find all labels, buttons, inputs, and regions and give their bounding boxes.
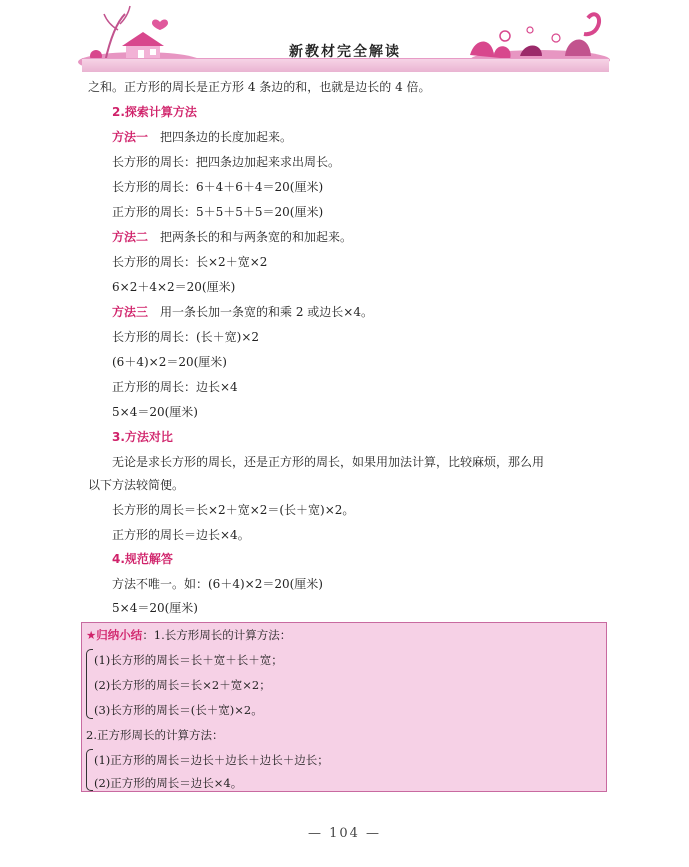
text-line: 5×4＝20(厘米) xyxy=(112,405,198,419)
left-brace xyxy=(86,749,93,791)
left-brace xyxy=(86,649,93,719)
section-heading: 3.方法对比 xyxy=(112,430,173,444)
text-line: (6＋4)×2＝20(厘米) xyxy=(112,355,227,369)
text-line: 正方形的周长＝边长×4。 xyxy=(112,528,250,542)
text-line: 长方形的周长＝长×2＋宽×2＝(长＋宽)×2。 xyxy=(112,503,355,517)
text-line: 长方形的周长：把四条边加起来求出周长。 xyxy=(112,155,341,169)
method-text: 把两条长的和与两条宽的和加起来。 xyxy=(160,230,353,244)
method-label: 方法三 xyxy=(112,305,149,319)
summary-item: (3)长方形的周长＝(长＋宽)×2。 xyxy=(94,703,263,717)
text-line: 长方形的周长：6＋4＋6＋4＝20(厘米) xyxy=(112,180,324,194)
summary-star-label: ★归纳小结 xyxy=(86,628,143,642)
text-line: 以下方法较简便。 xyxy=(88,478,185,492)
summary-item: (2)长方形的周长＝长×2＋宽×2； xyxy=(94,678,271,692)
text-line: 无论是求长方形的周长，还是正方形的周长，如果用加法计算，比较麻烦，那么用 xyxy=(112,455,545,469)
summary-title-text: ：1.长方形周长的计算方法： xyxy=(142,628,292,642)
summary-item: (1)正方形的周长＝边长＋边长＋边长＋边长； xyxy=(94,753,329,767)
method-label: 方法一 xyxy=(112,130,149,144)
page-header xyxy=(0,0,689,78)
method-line xyxy=(112,229,352,245)
text-line: 正方形的周长：边长×4 xyxy=(112,380,238,394)
summary-title xyxy=(86,627,291,643)
section-heading: 4.规范解答 xyxy=(112,552,173,566)
method-text: 把四条边的长度加起来。 xyxy=(160,130,293,144)
method-line xyxy=(112,129,292,145)
text-line: 6×2＋4×2＝20(厘米) xyxy=(112,280,236,294)
summary-subtitle: 2.正方形周长的计算方法： xyxy=(86,728,224,742)
section-heading: 2.探索计算方法 xyxy=(112,105,197,119)
page-number: — 104 — xyxy=(307,826,382,841)
method-text: 用一条长加一条宽的和乘 2 或边长×4。 xyxy=(160,305,373,319)
summary-item: (2)正方形的周长＝边长×4。 xyxy=(94,776,243,790)
text-line: 5×4＝20(厘米) xyxy=(112,601,198,615)
summary-item: (1)长方形的周长＝长＋宽＋长＋宽； xyxy=(94,653,283,667)
method-label: 方法二 xyxy=(112,230,149,244)
text-line: 之和。正方形的周长是正方形 4 条边的和，也就是边长的 4 倍。 xyxy=(88,80,431,94)
text-line: 长方形的周长：(长＋宽)×2 xyxy=(112,330,260,344)
method-line xyxy=(112,304,373,320)
text-line: 方法不唯一。如：(6＋4)×2＝20(厘米) xyxy=(112,577,323,591)
summary-box xyxy=(81,622,607,792)
text-line: 正方形的周长：5＋5＋5＋5＝20(厘米) xyxy=(112,205,324,219)
header-title: 新教材完全解读 xyxy=(289,44,401,60)
text-line: 长方形的周长：长×2＋宽×2 xyxy=(112,255,268,269)
